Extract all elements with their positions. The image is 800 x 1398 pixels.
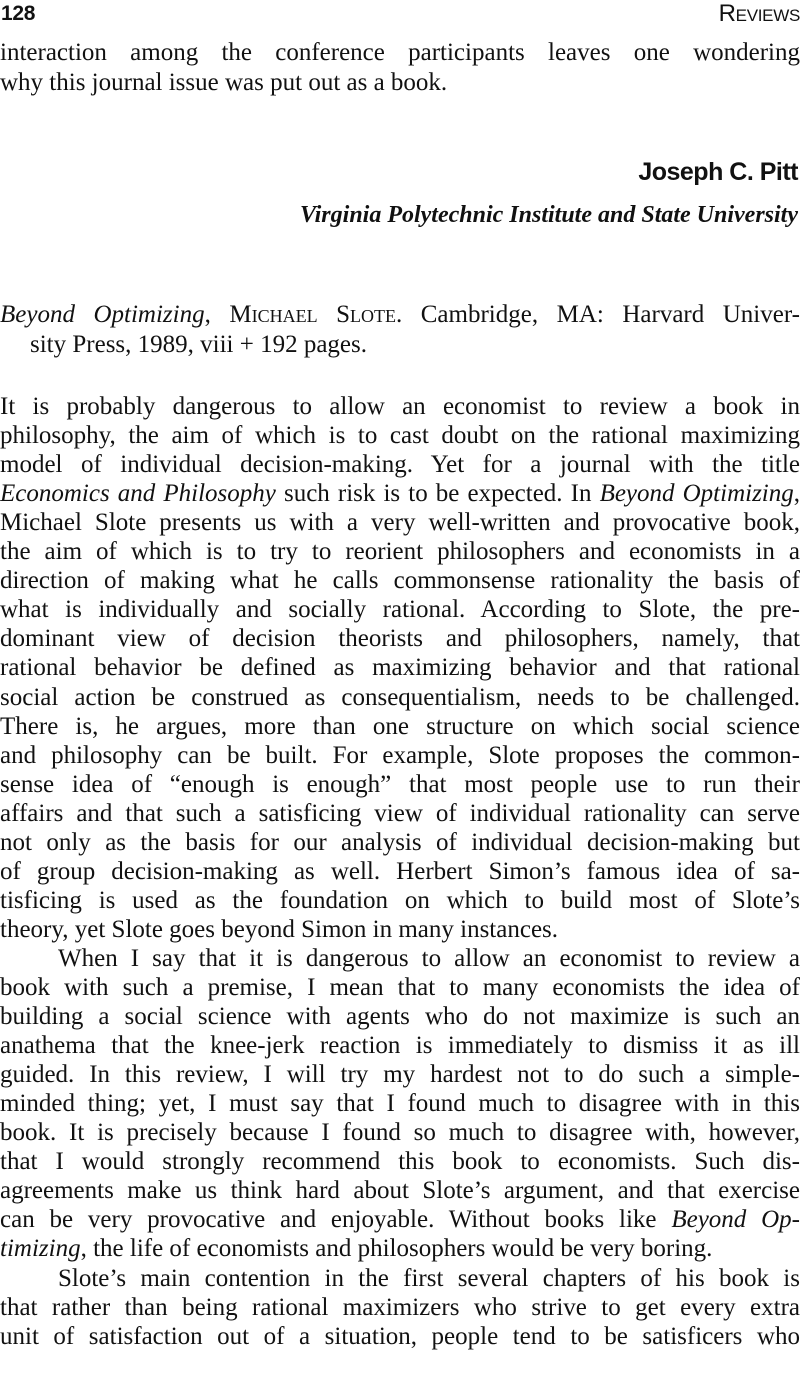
- body-line: affairs and that such a satisficing view of individual rationality can serve: [0, 799, 800, 827]
- prev-review-line: why this journal issue was put out as a book.: [0, 69, 448, 96]
- body-line: minded thing; yet, I must say that I found much to disagree with in this: [0, 1090, 800, 1118]
- body-line: dominant view of decision theorists and philosophers, namely, that: [0, 625, 800, 653]
- italic-title: timizing: [0, 1235, 81, 1263]
- body-line: Michael Slote presents us with a very well-written and provocative book,: [0, 509, 800, 537]
- text-run: , the life of economists and philosophers would be very boring.: [80, 1235, 713, 1263]
- body-line: tisficing is used as the foundation on which to build most of Slote’s: [0, 886, 800, 914]
- body-line: that I would strongly recommend this book to economists. Such dis-: [0, 1148, 800, 1176]
- body-line: rational behavior be defined as maximizing behavior and that rational: [0, 654, 800, 682]
- body-line: [0, 479, 800, 509]
- body-line: building a social science with agents who do not maximize is such an: [0, 1003, 800, 1031]
- book-author: Michael Slote: [229, 301, 396, 328]
- book-publication: . Cambridge, MA: Harvard Univer-: [396, 301, 800, 328]
- body-line: [0, 1234, 800, 1264]
- italic-title: Beyond Op-: [671, 1206, 800, 1234]
- body-line: not only as the basis for our analysis of individual decision-making but: [0, 828, 800, 856]
- body-line: direction of making what he calls commonsense rationality the basis of: [0, 567, 800, 595]
- body-line: sense idea of “enough is enough” that most people use to run their: [0, 770, 800, 798]
- book-title: Beyond Optimizing: [0, 301, 205, 328]
- body-line: social action be construed as consequentialism, needs to be challenged.: [0, 683, 800, 711]
- body-line: When I say that it is dangerous to allow an economist to review a: [58, 944, 800, 972]
- body-line: [0, 1205, 800, 1235]
- body-line: agreements make us think hard about Slote’s argument, and that exercise: [0, 1177, 800, 1205]
- book-citation-line-1: Beyond Optimizing, Michael Slote. Cambridge, MA: Harvard Univer-: [0, 301, 800, 328]
- italic-title: Economics and Philosophy: [0, 480, 276, 508]
- text-run: can be very provocative and enjoyable. Without books like: [0, 1206, 672, 1234]
- text-run: such risk is to be expected. In: [275, 480, 600, 508]
- page-number: 128: [1, 2, 36, 25]
- body-line: book. It is precisely because I found so much to disagree with, however,: [0, 1119, 800, 1147]
- body-line: of group decision-making as well. Herbert Simon’s famous idea of sa-: [0, 857, 800, 885]
- italic-title: Beyond Optimizing: [599, 480, 794, 508]
- body-line: book with such a premise, I mean that to many economists the idea of: [0, 974, 800, 1001]
- body-line: and philosophy can be built. For example, Slote proposes the common-: [0, 741, 800, 769]
- body-line: unit of satisfaction out of a situation, people tend to be satisficers who: [0, 1322, 800, 1350]
- prev-review-line: interaction among the conference participants leaves one wondering: [0, 39, 800, 66]
- body-line: It is probably dangerous to allow an economist to review a book in: [0, 393, 800, 420]
- body-line: There is, he argues, more than one structure on which social science: [0, 712, 800, 740]
- body-line: philosophy, the aim of which is to cast doubt on the rational maximizing: [0, 422, 800, 450]
- body-line: anathema that the knee-jerk reaction is immediately to dismiss it as ill: [0, 1032, 800, 1060]
- section-title: Reviews: [718, 0, 800, 27]
- body-line: model of individual decision-making. Yet for a journal with the title: [0, 451, 800, 479]
- body-line: guided. In this review, I will try my hardest not to do such a simple-: [0, 1061, 800, 1089]
- text-run: ,: [793, 480, 800, 508]
- running-head: [0, 2, 800, 32]
- body-line: Slote’s main contention in the first several chapters of his book is: [58, 1264, 800, 1292]
- body-line: the aim of which is to try to reorient philosophers and economists in a: [0, 538, 800, 566]
- reviewer-affiliation: Virginia Polytechnic Institute and State University: [299, 202, 798, 228]
- body-line: that rather than being rational maximizers who strive to get every extra: [0, 1293, 800, 1321]
- body-line: theory, yet Slote goes beyond Simon in many instances.: [0, 915, 559, 943]
- body-line: what is individually and socially rational. According to Slote, the pre-: [0, 596, 800, 624]
- reviewer-name: Joseph C. Pitt: [638, 158, 798, 186]
- book-citation-line-2: sity Press, 1989, viii + 192 pages.: [30, 331, 368, 358]
